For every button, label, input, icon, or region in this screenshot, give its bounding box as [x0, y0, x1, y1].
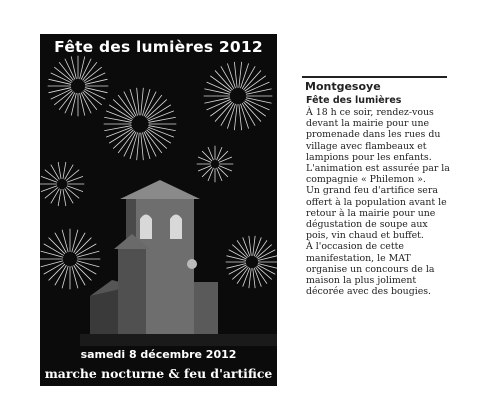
- article-paragraph: À 18 h ce soir, rendez-vous devant la mairie pour une promenade dans les rues du village avec flambeaux et lampions pour les enfants. L'animation est assurée par la compagnie « Philemon ».: [306, 107, 450, 186]
- article-paragraph: À l'occasion de cette manifestation, le MAT organise un concours de la maison la plus joliment décorée avec des bougies.: [306, 241, 435, 298]
- event-poster: [40, 34, 277, 386]
- poster-subtitle: marche nocturne & feu d'artifice: [44, 366, 273, 381]
- article-paragraph: Un grand feu d'artifice sera offert à la population avant le retour à la mairie pour une dégustation de soupe aux pois, vin chaud et buffet.: [306, 185, 447, 242]
- article-top-rule: [302, 76, 447, 78]
- church-illustration: [40, 34, 277, 386]
- article-body: [306, 107, 450, 297]
- article-heading: Fête des lumières: [306, 95, 402, 106]
- poster-title: Fête des lumières 2012: [54, 38, 263, 56]
- news-article: [302, 76, 450, 297]
- article-town: Montgesoye: [305, 80, 381, 93]
- poster-date: samedi 8 décembre 2012: [80, 348, 237, 361]
